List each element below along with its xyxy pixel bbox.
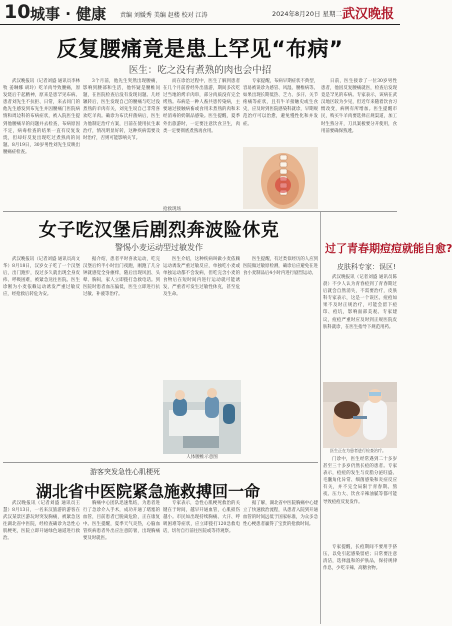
sidebar-headline: 过了青春期痘痘就能自愈? xyxy=(325,242,452,255)
story1-text-5: 日前，医生接诊了一位30岁男性患者，他因反复腰痛就医，检查后发现竟是罕见的布病。专家表示，该病在武汉地区较为少见，但近年来随着饮食习惯改变，病例有所增加。医生提醒市民，购买牛羊肉要选择正规渠道，加工时生熟分开，刀具案板要分开使用，食用前要确保熟透。 xyxy=(321,79,397,134)
spine-illustration xyxy=(243,147,318,209)
story3-text-2: 胸痛中心团队迅速集结，为患者进行了急诊介入手术，成功开通了堵塞的血管，目前患者已脱离危险，正在康复中。医生提醒，夏季天气炎热，心脑血管疾病患者外出应注意防暑，出现胸痛要及时就医。 xyxy=(83,501,160,542)
sidebar-subheadline: 皮肤科专家：误区! xyxy=(337,263,396,271)
story3-text-3: 专家表示，急性心肌梗死救治的关键在于时间，越早开通血管，心肌损伤越小。市民如出现持续胸痛、大汗、呼吸困难等症状，应立即拨打120急救电话，切勿自行前往医院或等待观察。 xyxy=(163,501,240,535)
divider xyxy=(3,462,318,463)
story1-column-4 xyxy=(243,78,318,146)
divider xyxy=(3,211,397,212)
masthead-logo: 武汉晚报 xyxy=(342,7,395,22)
sidebar-text-1: 武汉晚报讯（记者刘盛 通讯员陈晨）不少人认为青春痘到了青春期过后就会自然消失，不需要治疗，皮肤科专家表示，这是一个误区。痘痘如果不及时正规治疗，可能会留下痘印、痘坑，影响面部美观。专家建议，痘痘严重时应及时到正规医院皮肤科就诊，在医生指导下规范用药。 xyxy=(323,275,397,330)
story3-text-4: 据了解，湖北省中医院胸痛中心建立了快速救治流程，从患者入院到开通血管的时间远低于国家标准，为众多急性心梗患者赢得了宝贵的抢救时间。 xyxy=(243,501,318,528)
story1-headline: 反复腰痛竟是患上罕见“布病” xyxy=(56,37,344,61)
story1-text-1: 武汉晚报讯（记者刘盛 通讯员李林牧 姜琳娜 胡玲）吃羊肉导致腰痛，原发烧后千起精神，原来是患罕见布病。患者刘先生不抗拒、日常，来去同门的他先生感发到布先生并因腰痛门医院病情和周边科的布病症状，被入院医生提到他腰痛早的问题并去检查，布病原因不定，病毒检查的结果一直有反复发烧，但却好反复出现吃过煮熟肉的问题。8月19日，30岁男性刘先生反映出腰痛症检查。 xyxy=(3,79,80,155)
story3-headline: 湖北省中医院紧急施救搏回一命 xyxy=(36,482,261,501)
page-number: 10 xyxy=(4,1,31,23)
story2-subheadline: 警惕小麦运动型过敏发作 xyxy=(115,243,203,252)
story2-column-3 xyxy=(163,256,240,378)
story1-text-3: 而在诊治过程中，医生了解到患者在几个月前曾经外出旅游，期间多次吃过当地的烤羊肉串，部分肉质没有完全烤熟。布病是一种人畜共患传染病，主要通过接触病畜或食用未煮熟的肉和未经消毒的奶制品感染。医生提醒，夏季外出旅游时，一定要注意饮食卫生，肉类一定要彻底煮熟再食用。 xyxy=(163,79,240,134)
newspaper-page: 10 城事 · 健康 责编 刘媛秀 美编 赵楼 校对 江涛 2024年8月20日 星期二 武汉晚报 反复腰痛竟是患上罕见“布病” 医生：吃之没有煮熟的肉也会中招 武汉晚报讯（记者刘盛 通讯员李林牧 姜琳娜 胡玲）吃羊肉导致腰痛，原发烧后千起精神，原来是患罕见布病。患者刘先生不抗拒、日常，来去同门的他先生感发到布先生并因腰痛门医院病情和周边科的布病症状，被入院医生提到他腰痛早的问题并去检查，布病原因不定，病毒检查的结果一直有反复发烧，但却好反复出现吃过煮熟肉的问题。8月19日，30岁男性刘先生反映出腰痛症检查。 3个月前，他先生突然出现腰痛，影响到腰部和生活，他怀疑是腰椎问题，在医院检查后没有发现问题。几经辗转后，医生发现自己的腰痛与吃过没煮熟的羊肉有关，刘先生说自己非常喜欢吃羊肉。确诊为布氏杆菌病后，医生为他制定治疗方案，目前在使用抗生素治疗，情况明显好转，这种疾病需要及时治疗，否则可能影响关节。 而在诊治过程中，医生了解到患者在几个月前曾经外出旅游，期间多次吃过当地的烤羊肉串，部分肉质没有完全烤熟。布病是一种人畜共患传染病，主要通过接触病畜或食用未煮熟的肉和未经消毒的奶制品感染。医生提醒，夏季外出旅游时，一定要注意饮食卫生，肉类一定要彻底煮熟再食用。 专家提醒，布病早期症状不典型，容易被误诊为感冒、风湿、腰椎病等。如果出现长期低热、乏力、多汗、关节疼痛等症状，且有牛羊接触史或生食史，应及时到医院感染科就诊，早期规范治疗可以治愈，避免慢性化和并发症。 日前，医生接诊了一位30岁男性患者，他因反复腰痛就医，检查后发现竟是罕见的布病。专家表示，该病在武汉地区较为少见，但近年来随着饮食习惯改变，病例有所增加。医生提醒市民，购买牛羊肉要选择正规渠道，加工时生熟分开，刀具案板要分开使用，食用前要确保熟透。 女子吃汉堡后剧烈奔波险休克 警惕小麦运动型过敏发作 武汉晚报讯（记者刘盛 通讯员高文华）8月18日，汉岁女子吃了一个汉堡后，出门跑步，没过多久就出现全身皮疹、呼吸困难，被紧急送往医院。医生诊断为小麦依赖运动诱发严重过敏反应，经抢救后转危为安。 据介绍，患者平时喜欢运动，吃完汉堡后约半小时出门夜跑，刚跑了几分钟就感觉全身瘙痒，随后出现风团、头晕、胸闷，家人立即拨打急救电话。到医院时患者血压偏低，医生立即进行抗过敏、补液等治疗。 医生介绍，这种疾病叫做小麦依赖运动诱发严重过敏反应，单独吃小麦或单独运动都不会发病，但吃完含小麦的食物后在短时间内进行运动就可能诱发，严重者可发生过敏性休克，甚至危及生命。 医生提醒，有过类似经历的人应到医院做过敏原检测，确诊后应避免在进食小麦制品后4小时内进行剧烈运动。 人体腰椎示意图 游客突发急性心肌梗死 湖北省中医院紧急施救搏回一命 武汉晚报讯（记者刘盛 通讯员王慧）8月13日，一名来汉旅游的游客在武汉某景区游玩时突发胸痛，被紧急送往湖北省中医院，经检查确诊为急性心肌梗死，医院立即开通绿色通道进行救治。 胸痛中心团队迅速集结，为患者进行了急诊介入手术，成功开通了堵塞的血管，目前患者已脱离危险，正在康复中。医生提醒，夏季天气炎热，心脑血管疾病患者外出应注意防暑，出现胸痛要及时就医。 专家表示，急性心肌梗死救治的关键在于时间，越早开通血管，心肌损伤越小。市民如出现持续胸痛、大汗、呼吸困难等症状，应立即拨打120急救电话，切勿自行前往医院或等待观察。 据了解，湖北省中医院胸痛中心建立了快速救治流程，从患者入院到开通血管的时间远低于国家标准，为众多急性心梗患者赢得了宝贵的抢救时间。 过了青春期痘痘就能自愈? 皮肤科专家：误区! 武汉晚报讯（记者刘盛 通讯员陈晨）不少人认为青春痘到了青春期过后就会自然消失，不需要治疗，皮肤科专家表示，这是一个误区。痘痘如果不及时正规治疗，可能会留下痘印、痘坑，影响面部美观。专家建议，痘痘严重时应及时到正规医院皮肤科就诊，在医生指导下规范用药。 医生正在为患者进行检查治疗。 门诊中，医生经常遇到二十多岁甚至三十多岁仍然长痘的患者。专家表示，痘痘的发生与皮脂分泌旺盛、毛囊角化异常、细菌感染和炎症反应有关，并不完全局限于青春期。熬夜、压力大、饮食辛辣油腻等都可能导致痘痘反复发作。 专家提醒，长痘期间不要用手挤压，以免引起感染留疤；日常要注意清洁，选择温和的护肤品，保持规律作息，少吃辛辣、高糖食物。 抢救现场 xyxy=(0,0,400,626)
story2-text-3: 医生介绍，这种疾病叫做小麦依赖运动诱发严重过敏反应，单独吃小麦或单独运动都不会发病，但吃完含小麦的食物后在短时间内进行运动就可能诱发，严重者可发生过敏性休克，甚至危及生命。 xyxy=(163,257,240,298)
story2-column-4 xyxy=(243,256,318,452)
story1-text-4: 专家提醒，布病早期症状不典型，容易被误诊为感冒、风湿、腰椎病等。如果出现长期低热、乏力、多汗、关节疼痛等症状，且有牛羊接触史或生食史，应及时到医院感染科就诊，早期规范治疗可以治愈，避免慢性化和并发症。 xyxy=(243,79,318,127)
sidebar-photo-caption: 医生正在为患者进行检查治疗。 xyxy=(330,448,386,453)
page-header xyxy=(0,0,400,25)
issue-date: 2024年8月20日 星期二 xyxy=(272,10,343,18)
story3-column-2 xyxy=(83,500,160,624)
story2-column-2 xyxy=(83,256,160,452)
story1-subheadline: 医生：吃之没有煮熟的肉也会中招 xyxy=(128,65,272,76)
story2-column-1 xyxy=(3,256,80,452)
story3-column-3 xyxy=(163,500,240,624)
sidebar-text-2: 门诊中，医生经常遇到二十多岁甚至三十多岁仍然长痘的患者。专家表示，痘痘的发生与皮脂分泌旺盛、毛囊角化异常、细菌感染和炎症反应有关，并不完全局限于青春期。熬夜、压力大、饮食辛辣油腻等都可能导致痘痘反复发作。 xyxy=(323,457,397,505)
story1-column-5 xyxy=(321,78,397,206)
story1-column-2 xyxy=(83,78,160,206)
staff-credits: 责编 刘媛秀 美编 赵楼 校对 江涛 xyxy=(120,12,208,19)
sidebar-divider xyxy=(320,212,321,624)
sidebar-photo xyxy=(323,382,397,448)
story3-column-4 xyxy=(243,500,318,624)
story1-column-1 xyxy=(3,78,80,206)
sidebar-column-bottom xyxy=(323,544,397,624)
story2-text-1: 武汉晚报讯（记者刘盛 通讯员高文华）8月18日，汉岁女子吃了一个汉堡后，出门跑步，没过多久就出现全身皮疹、呼吸困难，被紧急送往医院。医生诊断为小麦依赖运动诱发严重过敏反应，经抢救后转危为安。 xyxy=(3,257,80,298)
story2-photo xyxy=(163,380,241,454)
story2-headline: 女子吃汉堡后剧烈奔波险休克 xyxy=(38,220,280,241)
sidebar-column-middle xyxy=(323,456,397,542)
story3-text-1: 武汉晚报讯（记者刘盛 通讯员王慧）8月13日，一名来汉旅游的游客在武汉某景区游玩时突发胸痛，被紧急送往湖北省中医院，经检查确诊为急性心肌梗死，医院立即开通绿色通道进行救治。 xyxy=(3,501,80,542)
story2-photo-caption: 人体腰椎示意图 xyxy=(186,455,218,460)
story3-column-1 xyxy=(3,500,80,624)
story1-text-2: 3个月前，他先生突然出现腰痛，影响到腰部和生活，他怀疑是腰椎问题，在医院检查后没有发现问题。几经辗转后，医生发现自己的腰痛与吃过没煮熟的羊肉有关，刘先生说自己非常喜欢吃羊肉。确诊为布氏杆菌病后，医生为他制定治疗方案，目前在使用抗生素治疗，情况明显好转，这种疾病需要及时治疗，否则可能影响关节。 xyxy=(83,79,160,141)
section-title: 城事 · 健康 xyxy=(30,5,107,23)
sidebar-column-top xyxy=(323,274,397,380)
story3-kicker: 游客突发急性心肌梗死 xyxy=(90,468,160,476)
story1-column-3 xyxy=(163,78,240,206)
story2-text-4: 医生提醒，有过类似经历的人应到医院做过敏原检测，确诊后应避免在进食小麦制品后4小时内进行剧烈运动。 xyxy=(243,257,318,277)
sidebar-text-3: 专家提醒，长痘期间不要用手挤压，以免引起感染留疤；日常要注意清洁，选择温和的护肤品，保持规律作息，少吃辛辣、高糖食物。 xyxy=(323,545,397,572)
story2-text-2: 据介绍，患者平时喜欢运动，吃完汉堡后约半小时出门夜跑，刚跑了几分钟就感觉全身瘙痒，随后出现风团、头晕、胸闷，家人立即拨打急救电话。到医院时患者血压偏低，医生立即进行抗过敏、补液等治疗。 xyxy=(83,257,160,298)
